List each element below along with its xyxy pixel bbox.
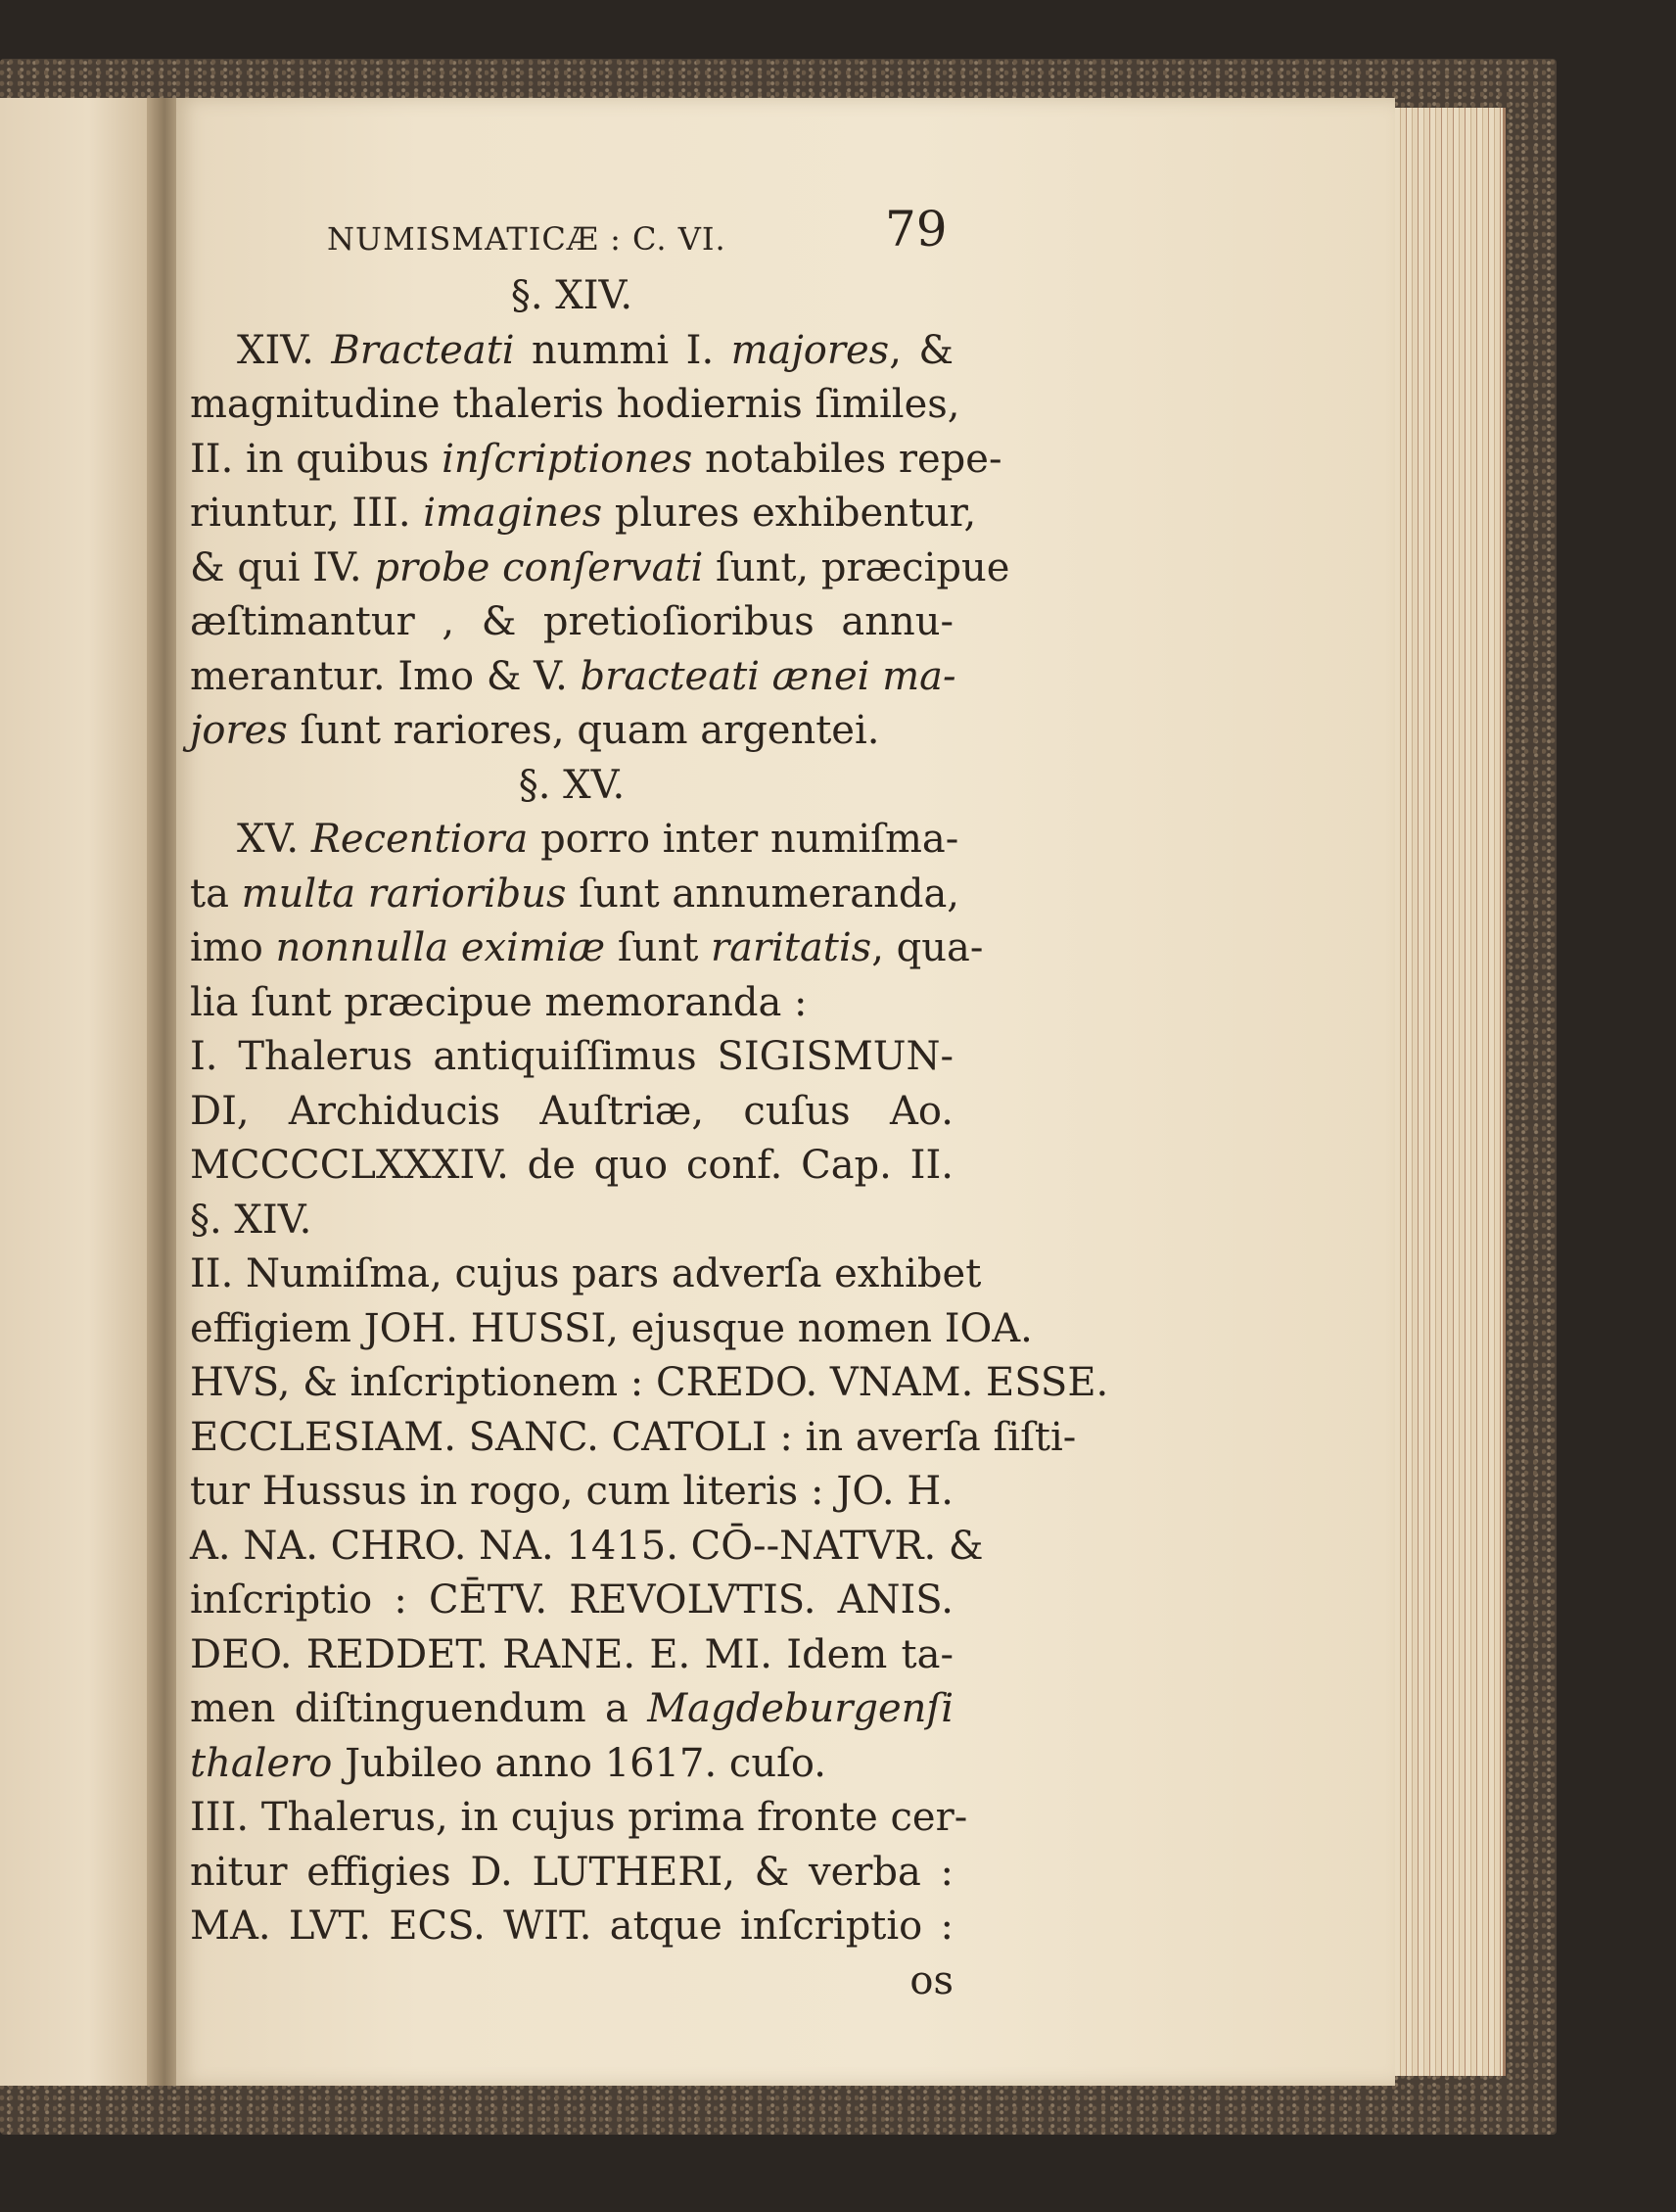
text-line: XV. Recentiora porro inter numiſma-	[237, 817, 959, 862]
text-line: imo nonnulla eximiæ ſunt raritatis, qua-	[190, 925, 984, 970]
text-line: merantur. Imo & V. bracteati ænei ma-	[190, 653, 956, 699]
text-line: nitur effigies D. LUTHERI, & verba :	[190, 1849, 954, 1895]
text-line: MA. LVT. ECS. WIT. atque inſcriptio :	[190, 1904, 954, 1949]
text-block	[190, 201, 1109, 2008]
text-line: §. XV.	[518, 762, 626, 808]
text-line: effigiem JOH. HUSSI, ejusque nomen IOA.	[190, 1305, 1033, 1351]
running-head	[190, 201, 954, 269]
text-line: DEO. REDDET. RANE. E. MI. Idem ta-	[190, 1631, 954, 1677]
catchword: os	[909, 1957, 954, 2003]
text-line: §. XIV.	[190, 1197, 312, 1243]
running-head-title: NUMISMATICÆ : C. VI.	[327, 220, 726, 258]
text-line: MCCCCLXXXIV. de quo conf. Cap. II.	[190, 1143, 954, 1188]
page-fore-edge	[1395, 108, 1506, 2076]
text-line: tur Hussus in rogo, cum literis : JO. H.	[190, 1469, 954, 1514]
text-line: XIV. Bracteati nummi I. majores, &	[237, 327, 954, 373]
text-line: HVS, & inſcriptionem : CREDO. VNAM. ESSE.	[190, 1360, 1109, 1405]
text-line: §. XIV.	[510, 273, 633, 318]
text-line: II. in quibus inſcriptiones notabiles repe-	[190, 436, 1002, 482]
left-page-edge	[0, 98, 162, 2086]
text-line: III. Thalerus, in cujus prima fronte cer-	[190, 1795, 968, 1840]
text-line: A. NA. CHRO. NA. 1415. CŌ--NATVR. &	[190, 1523, 984, 1569]
text-line: jores ſunt rariores, quam argentei.	[190, 708, 880, 753]
text-line: men diſtinguendum a Magdeburgenſi	[190, 1686, 954, 1731]
text-line: inſcriptio : CĒTV. REVOLVTIS. ANIS.	[190, 1577, 954, 1623]
text-line: ta multa rarioribus ſunt annumeranda,	[190, 871, 960, 917]
text-line: DI, Archiducis Auſtriæ, cuſus Ao.	[190, 1088, 954, 1134]
page-number: 79	[885, 201, 948, 258]
text-line: ECCLESIAM. SANC. CATOLI : in averſa ſiſti-	[190, 1414, 1077, 1460]
text-line: II. Numiſma, cujus pars adverſa exhibet	[190, 1251, 982, 1296]
text-line: magnitudine thaleris hodiernis ſimiles,	[190, 382, 960, 427]
text-line: thalero Jubileo anno 1617. cuſo.	[190, 1740, 826, 1786]
text-line: riuntur, III. imagines plures exhibentur,	[190, 491, 977, 536]
text-line: & qui IV. probe conſervati ſunt, præcipue	[190, 544, 1010, 590]
text-line: I. Thalerus antiquiſſimus SIGISMUN-	[190, 1034, 954, 1079]
text-line: lia ſunt præcipue memoranda :	[190, 979, 808, 1025]
text-line: æſtimantur , & pretioſioribus annu-	[190, 599, 954, 644]
